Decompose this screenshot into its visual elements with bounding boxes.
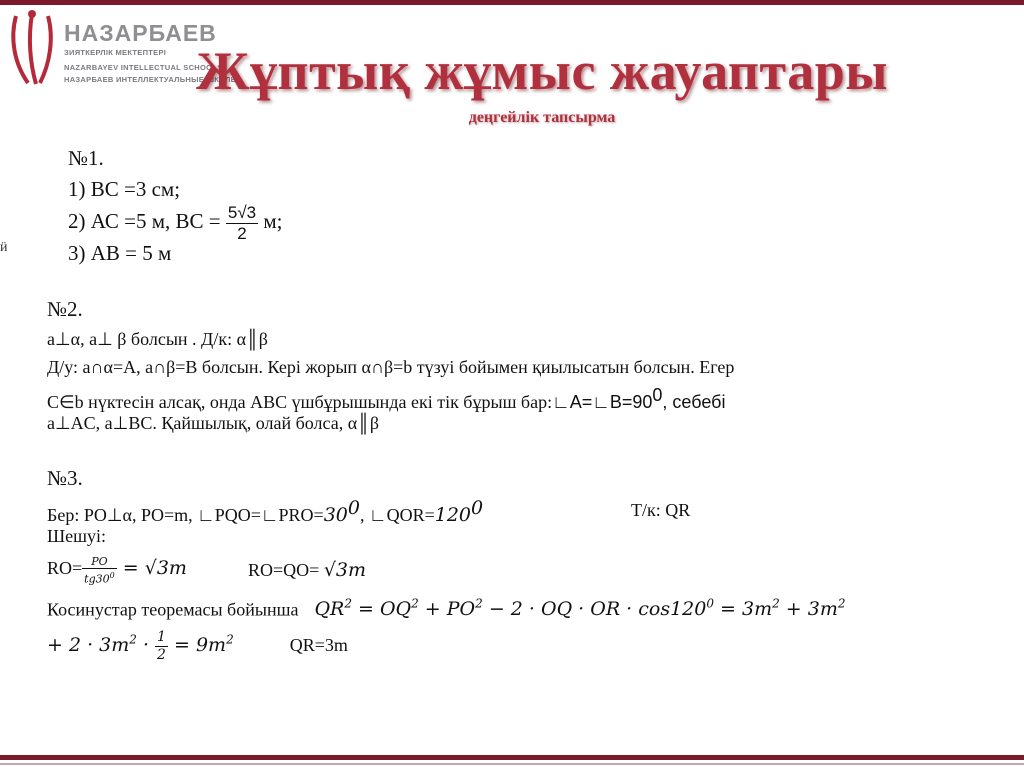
task2-heading: №2.	[47, 297, 83, 321]
task3-given-text-2: , ∟QOR=	[359, 505, 435, 525]
task2-line3	[47, 386, 725, 411]
expr-sq-2: 2	[411, 597, 419, 611]
task3-ro-formula	[47, 550, 187, 586]
task3-ro-label: RO=	[47, 558, 83, 578]
stray-mark: ӥ	[0, 240, 8, 255]
expr-sq-1: 2	[344, 597, 352, 611]
task1-heading: №1.	[68, 146, 104, 170]
task3-degree-2: 0	[471, 497, 484, 519]
task3-find: Т/к: QR	[631, 500, 691, 520]
task3-cosine-label: Косинустар теоремасы бойынша	[47, 599, 299, 620]
expr-sq-3: 2	[475, 597, 483, 611]
task2-line4: a⊥AC, a⊥BC. Қайшылық, олай болса, α║β	[47, 413, 380, 433]
task3-cont-expression	[47, 628, 234, 663]
cont-sq-1: 2	[129, 633, 137, 647]
task1-fraction	[226, 203, 258, 244]
task3-ro-num: PO	[82, 555, 117, 569]
cont-half-den: 2	[157, 646, 166, 663]
task3-given-text: Бер: PO⊥α, PO=m, ∟PQO=∟PRO=	[47, 505, 324, 525]
task3-roqo-label: RO=QO=	[248, 560, 324, 580]
cont-2-3m: + 2 · 3m	[47, 634, 130, 657]
task1-frac-num: 5√3	[227, 202, 257, 222]
task3-solution-label: Шешуі:	[47, 526, 107, 546]
cont-9m: = 9m	[167, 634, 227, 657]
task3-angle-value-2: 120	[434, 504, 472, 526]
bottom-thin-line	[0, 763, 1024, 765]
task3-angle-value-1: 30	[323, 504, 348, 526]
expr-sq-4: 2	[772, 597, 780, 611]
task3-ro-fraction	[82, 555, 117, 586]
task3-cosine-line	[47, 598, 846, 619]
logo-line-1: ЗИЯТКЕРЛІК МЕКТЕПТЕРІ	[64, 48, 167, 57]
cont-sq-2: 2	[226, 633, 234, 647]
task2-angles: ∟A=∟B=90	[552, 392, 653, 412]
logo-line-2: NAZARBAYEV INTELLECTUAL SCHOOLS	[64, 63, 223, 72]
task1-item3: 3) АВ = 5 м	[68, 241, 172, 265]
expr-sq-5: 2	[837, 597, 846, 611]
task3-roqo	[248, 561, 366, 580]
expr-cos: − 2 · OQ · OR · cos120	[482, 598, 707, 621]
task1-item2	[68, 201, 282, 244]
expr-3m2-a: = 3m	[714, 598, 773, 621]
page-subtitle: деңгейлік тапсырма	[468, 109, 616, 126]
task3-cosine-expression	[314, 598, 845, 620]
task1-item2-text: 2) АС =5 м, ВС =	[68, 209, 226, 233]
cont-half-num: 1	[157, 628, 166, 645]
expr-deg: 0	[706, 597, 714, 611]
task3-ro-result: = √3m	[116, 557, 187, 579]
page-title: Жұптық жұмыс жауаптары	[196, 41, 888, 101]
expr-3m2-b: + 3m	[779, 598, 838, 621]
cont-dot: ·	[136, 634, 156, 657]
task1-frac-den: 2	[237, 223, 247, 243]
task3-continuation	[47, 622, 348, 664]
task1-item1: 1) ВС =3 см;	[68, 177, 181, 201]
task2-because: , себебі	[662, 392, 726, 412]
cont-half	[155, 629, 168, 664]
top-border	[0, 0, 1024, 5]
task3-ro-den-text: tg30	[84, 572, 110, 586]
task3-roqo-value: √3m	[323, 559, 367, 581]
task2-degree: 0	[652, 385, 663, 405]
task3-ro-den	[82, 569, 117, 586]
task2-line3-text: C∈b нүктесін алсақ, онда ABC үшбұрышында екі тік бұрыш бар:	[47, 392, 553, 412]
logo-line-3: НАЗАРБАЕВ ИНТЕЛЛЕКТУАЛЬНЫЕ ШКОЛЫ	[64, 75, 239, 84]
task3-heading: №3.	[47, 466, 83, 490]
task3-answer: QR=3m	[289, 635, 348, 656]
logo-name: НАЗАРБАЕВ	[64, 20, 217, 46]
expr-po: + PO	[418, 598, 476, 621]
task2-line1: a⊥α, a⊥ β болсын . Д/к: α║β	[47, 329, 268, 349]
task2-line2: Д/у: a∩α=A, a∩β=B болсын. Кері жорып α∩β=b түзуі бойымен қиылысатын болсын. Егер	[47, 357, 735, 377]
expr-oq: = OQ	[351, 598, 412, 621]
task3-ro-den-degree: 0	[109, 570, 115, 580]
bottom-border	[0, 755, 1024, 760]
task1-item2-unit: м;	[258, 209, 283, 233]
task3-degree-1: 0	[347, 497, 360, 519]
expr-qr: QR	[314, 598, 345, 621]
task3-given	[47, 499, 483, 525]
